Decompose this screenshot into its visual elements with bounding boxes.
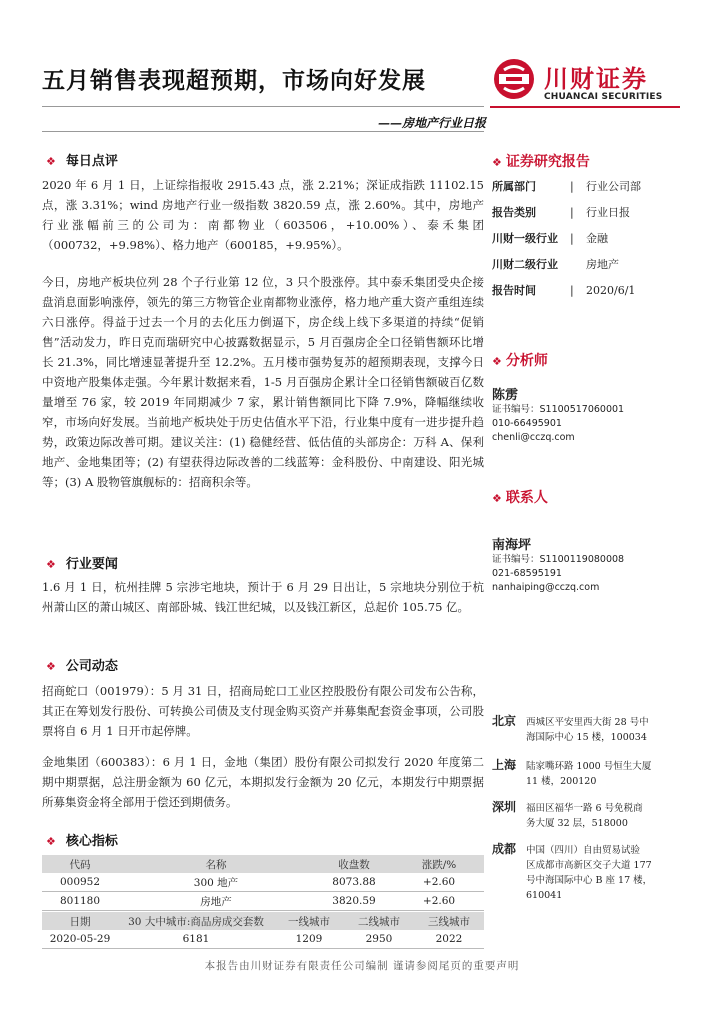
table-header-cell: 收盘数	[314, 855, 394, 873]
office-city: 北京	[492, 714, 517, 728]
office-city: 成都	[492, 842, 517, 856]
table-header-cell: 30 大中城市:商品房成交套数	[118, 912, 274, 930]
table-header-row	[42, 912, 484, 930]
table-cell: +2.60	[394, 892, 484, 911]
table-row	[42, 930, 484, 949]
sidebar-heading-report: ❖ 证券研究报告	[492, 154, 590, 170]
table-cell: 6181	[118, 930, 274, 949]
company-logo	[492, 55, 672, 107]
table-header-cell: 代码	[42, 855, 118, 873]
table-cell: 8073.88	[314, 873, 394, 892]
table-cell: 房地产	[118, 892, 314, 911]
office-address: 西城区平安里西大街 28 号中 海国际中心 15 楼，100034	[526, 717, 649, 743]
diamond-bullet-icon: ❖	[492, 355, 502, 368]
table-cell: 300 地产	[118, 873, 314, 892]
contact-phone: 021-68595191	[492, 568, 562, 579]
industry-news-paragraph: 1.6 月 1 日，杭州挂牌 5 宗涉宅地块，预计于 6 月 29 日出让，5 宗地块分别位于杭州萧山区的萧山城区、南部卧城、钱江世纪城，以及钱江新区，总起价 105.75 亿。	[42, 580, 484, 614]
info-row: 报告类别 | 行业日报	[492, 206, 630, 219]
table-row	[42, 873, 484, 892]
table-cell: 2950	[344, 930, 414, 949]
section-heading-core-indicators: ❖ 核心指标	[46, 834, 118, 849]
table-cell: 801180	[42, 892, 118, 911]
diamond-bullet-icon: ❖	[46, 660, 56, 673]
header-accent-divider	[490, 106, 680, 108]
section-heading-daily-comment: ❖ 每日点评	[46, 154, 118, 169]
sidebar-heading-contact: ❖ 联系人	[492, 490, 548, 506]
sidebar-heading-analyst: ❖ 分析师	[492, 353, 548, 369]
daily-comment-paragraph-2: 今日，房地产板块位列 28 个子行业第 12 位，3 只个股涨停。其中泰禾集团受央企接盘消息面影响涨停，领先的第三方物管企业南都物业涨停，格力地产重大资产重组连续六日涨停。得益于过去一个月的去化压力倒逼下，房企线上线下多渠道的持续“促销售”活动发力，昨日克而瑞研究中心披露数据显示，5 月百强房企全口径销售额环比增长 21.3%，同比增速显著提升至 12.2%。五月楼市强势复苏的超预期表现，支撑今日中资地产股集体走强。今年累计数据来看，1-5 月百强房企累计全口径销售额破百亿数量增至 76 家，较 2019 年同期减少 7 家，累计销售额同比下降 7.9%，降幅继续收窄，市场向好发展。当前地产板块处于历史估值水平下沿，行业集中度有一进步提升趋势，政策边际改善可期。建议关注：(1) 稳健经营、低估值的头部房企：万科 A、保利地产、金地集团等；(2) 有望获得边际改善的二线蓝筹：金科股份、中南建设、阳光城等；(3) A 股物管旗舰标的：招商积余等。	[42, 275, 484, 489]
section-heading-company-news: ❖ 公司动态	[46, 659, 118, 674]
info-row: 报告时间 | 2020/6/1	[492, 284, 636, 297]
table-cell: 3820.59	[314, 892, 394, 911]
contact-email[interactable]: nanhaiping@cczq.com	[492, 582, 600, 593]
office-city: 深圳	[492, 800, 517, 814]
table-header-cell: 名称	[118, 855, 314, 873]
office-address: 中国（四川）自由贸易试验 区成都市高新区交子大道 177 号中海国际中心 B 座 17 楼， 610041	[526, 845, 653, 901]
daily-comment-paragraph-1: 2020 年 6 月 1 日，上证综指报收 2915.43 点，涨 2.21%；深证成指跌 11102.15 点，涨 3.31%；wind 房地产行业一级指数 3820.59 点，涨 2.60%。其中，房地产行业涨幅前三的公司为：南都物业（603506，+10.00%）、泰禾集团（000732，+9.98%）、格力地产（600185，+9.95%）。	[42, 178, 484, 252]
table-header-cell: 二线城市	[344, 912, 414, 930]
table-header-cell: 一线城市	[274, 912, 344, 930]
page-footer-disclaimer: 本报告由川财证券有限责任公司编制 谨请参阅尾页的重要声明	[204, 960, 520, 972]
transaction-table	[42, 912, 484, 949]
company-news-paragraph-2: 金地集团（600383）：6 月 1 日，金地（集团）股份有限公司拟发行 2020 年度第二期中期票据，总注册金额为 60 亿元，本期拟发行金额为 20 亿元，本期发行中期票据所募集资金将全部用于偿还到期债务。	[42, 755, 484, 809]
info-row: 川财一级行业 | 金融	[492, 232, 608, 245]
company-news-paragraph-1: 招商蛇口（001979）：5 月 31 日，招商局蛇口工业区控股股份有限公司发布公告称，其正在筹划发行股份、可转换公司债及支付现金购买资产并募集配套资金事项，公司股票将自 6 月 1 日开市起停牌。	[42, 684, 484, 738]
analyst-phone: 010-66495901	[492, 418, 562, 429]
section-heading-industry-news: ❖ 行业要闻	[46, 557, 118, 572]
report-subtitle: ——房地产行业日报	[377, 116, 486, 130]
analyst-email[interactable]: chenli@cczq.com	[492, 432, 575, 443]
info-row: 所属部门 | 行业公司部	[492, 180, 641, 193]
table-row	[42, 892, 484, 911]
logo-name-cn: 川财证券	[544, 65, 648, 93]
office-address: 陆家嘴环路 1000 号恒生大厦 11 楼，200120	[526, 761, 652, 787]
table-header-cell: 日期	[42, 912, 118, 930]
logo-name-en: CHUANCAI SECURITIES	[544, 92, 663, 102]
diamond-bullet-icon: ❖	[46, 558, 56, 571]
office-address: 福田区福华一路 6 号免税商 务大厦 32 层，518000	[526, 803, 643, 829]
logo-mark-icon	[492, 57, 536, 101]
info-row: 川财二级行业 房地产	[492, 258, 619, 271]
analyst-name: 陈雳	[492, 388, 519, 403]
analyst-card	[492, 384, 682, 445]
diamond-bullet-icon: ❖	[492, 492, 502, 505]
analyst-cert: 证书编号：S1100517060001	[492, 404, 625, 415]
table-cell: 000952	[42, 873, 118, 892]
diamond-bullet-icon: ❖	[46, 155, 56, 168]
table-cell: 1209	[274, 930, 344, 949]
report-title: 五月销售表现超预期，市场向好发展	[42, 68, 426, 94]
table-header-row	[42, 855, 484, 873]
table-header-cell: 涨跌/%	[394, 855, 484, 873]
table-header-cell: 三线城市	[414, 912, 484, 930]
diamond-bullet-icon: ❖	[46, 835, 56, 848]
diamond-bullet-icon: ❖	[492, 156, 502, 169]
table-cell: 2020-05-29	[42, 930, 118, 949]
office-city: 上海	[492, 758, 517, 772]
contact-name: 南海坪	[492, 538, 532, 553]
contact-cert: 证书编号：S1100119080008	[492, 554, 625, 565]
contact-card	[492, 534, 682, 595]
index-table	[42, 855, 484, 911]
table-cell: +2.60	[394, 873, 484, 892]
subtitle-divider	[42, 131, 484, 132]
header-divider	[42, 106, 484, 107]
report-info-list	[492, 174, 682, 304]
table-cell: 2022	[414, 930, 484, 949]
